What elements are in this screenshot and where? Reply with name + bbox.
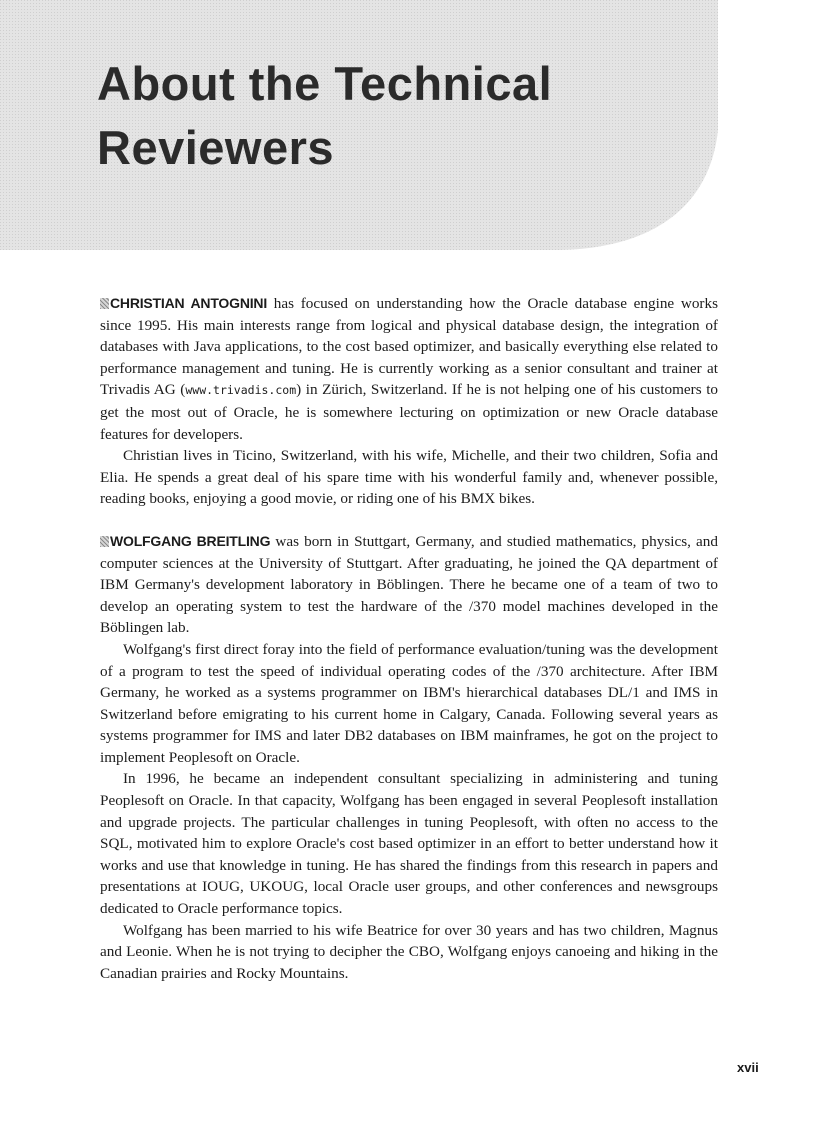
page-title bbox=[97, 52, 552, 180]
reviewer-bio-wolfgang-breitling bbox=[100, 531, 718, 984]
bio-paragraph: Wolfgang has been married to his wife Beatrice for over 30 years and has two children, Magnus and Leonie. When he is not trying to decipher the CBO, Wolfgang enjoys canoeing and hiking in the Canadian prairies and Rocky Mountains. bbox=[100, 921, 718, 982]
bio-paragraph bbox=[100, 293, 718, 445]
bio-paragraph: Christian lives in Ticino, Switzerland, with his wife, Michelle, and their two children, Sofia and Elia. He spends a great deal of his spare time with his wonderful family and, whenever possible, reading books, enjoying a good movie, or riding one of his BMX bikes. bbox=[100, 447, 718, 508]
page-title-line-2: Reviewers bbox=[97, 121, 335, 174]
square-bullet-icon bbox=[100, 536, 109, 547]
page-title-line-1: About the Technical bbox=[97, 57, 553, 110]
website-link[interactable]: www.trivadis.com bbox=[185, 383, 297, 398]
square-bullet-icon bbox=[100, 298, 109, 309]
reviewer-name: WOLFGANG BREITLING bbox=[110, 532, 271, 549]
bio-text: was born in Stuttgart, Germany, and studied mathematics, physics, and computer sciences at the University of Stuttgart. After graduating, he joined the QA department of IBM Germany's development laboratory in Böblingen. There he became one of a team of two to develop an operating system to test the hardware of the /370 model machines developed in the Böblingen lab. bbox=[100, 532, 718, 637]
page-number: xvii bbox=[737, 1060, 759, 1075]
reviewer-name: CHRISTIAN ANTOGNINI bbox=[110, 295, 268, 311]
bio-paragraph: Wolfgang's first direct foray into the field of performance evaluation/tuning was the development of a program to test the speed of individual operating codes of the /370 architecture. After IBM Germany, he worked as a systems programmer on IBM's hierarchical databases DL/1 and IMS in Switzerland before emigrating to his current home in Calgary, Canada. Following several years as systems programmer for IMS and later DB2 databases on IBM mainframes, he got on the project to implement Peoplesoft on Oracle. bbox=[100, 640, 718, 766]
reviewer-bio-christian-antognini bbox=[100, 293, 718, 510]
bio-paragraph bbox=[100, 531, 718, 639]
bio-text: ) in Zürich, Switzerland. If he is not helping one of his customers to get the most out of Oracle, he is somewhere lecturing on optimization or new Oracle database features for developers. bbox=[100, 381, 719, 443]
bio-paragraph: In 1996, he became an independent consultant specializing in administering and tuning Peoplesoft on Oracle. In that capacity, Wolfgang has been engaged in several Peoplesoft installation and upgrade projects. The particular challenges in tuning Peoplesoft, with often no access to the SQL, motivated him to explore Oracle's cost based optimizer in an effort to better understand how it works and use that knowledge in tuning. He has shared the findings from this research in papers and presentations at IOUG, UKOUG, local Oracle user groups, and other conferences and newsgroups dedicated to Oracle performance topics. bbox=[100, 770, 718, 918]
reviewers-content bbox=[100, 293, 718, 1005]
bio-text: has focused on understanding how the Oracle database engine works since 1995. His main interests range from logical and physical database design, the integration of databases with Java applications, to the cost based optimizer, and basically everything else related to performance management and tuning. He is currently working as a senior consultant and trainer at Trivadis AG ( bbox=[100, 295, 718, 399]
